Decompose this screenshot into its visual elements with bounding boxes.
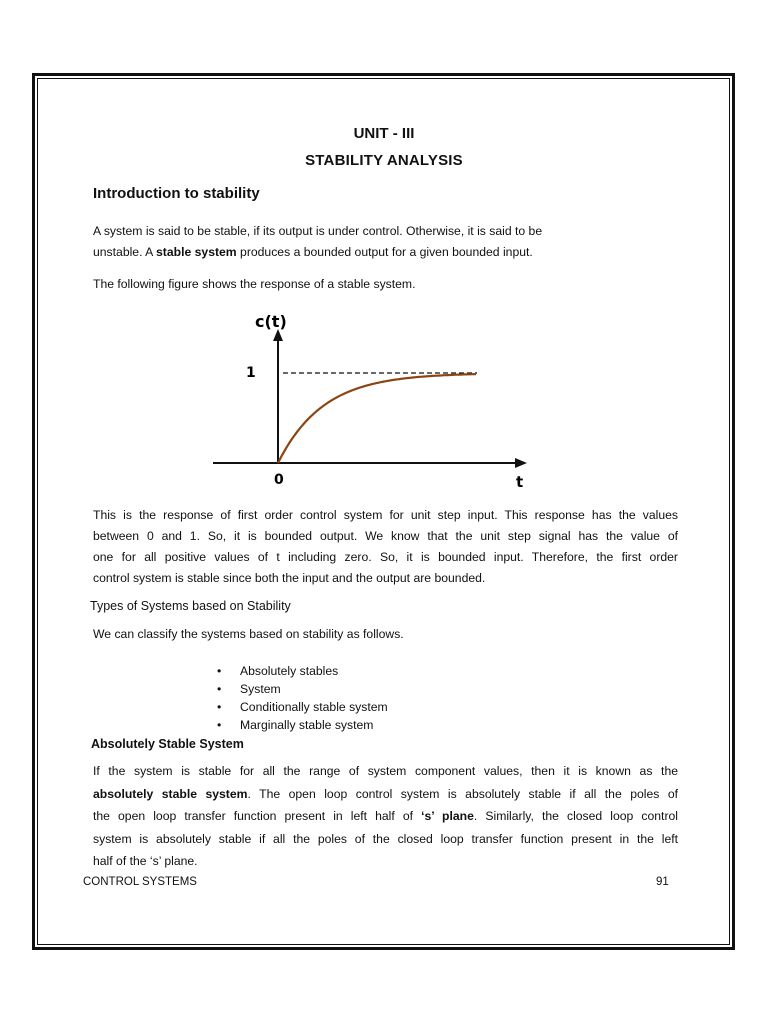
bullet-icon: • <box>217 664 222 678</box>
absolute-line-4: system is absolutely stable if all the poles of the closed loop transfer function present in the left <box>93 831 678 846</box>
response-paragraph <box>93 505 678 589</box>
intro-paragraph <box>93 221 678 263</box>
stable-response-figure <box>205 305 535 495</box>
y-axis-label: c(t) <box>255 312 287 331</box>
absolute-line-2: absolutely stable system. The open loop control system is absolutely stable if all the poles of <box>93 786 678 801</box>
figure-intro: The following figure shows the response of a stable system. <box>93 277 416 291</box>
absolute-paragraph <box>93 760 678 873</box>
page-title: STABILITY ANALYSIS <box>305 152 463 169</box>
origin-label: 0 <box>274 472 284 488</box>
intro-line-1: A system is said to be stable, if its output is under control. Otherwise, it is said to be <box>93 224 543 238</box>
absolute-line-3: the open loop transfer function present in left half of ‘s’ plane. Similarly, the closed loop control <box>93 809 678 823</box>
list-item: • System <box>217 682 281 696</box>
absolute-line-1: If the system is stable for all the range of system component values, then it is known as the <box>93 764 678 778</box>
stability-types-list <box>217 662 388 734</box>
stable-system-term: stable system <box>156 245 237 259</box>
response-line-2: between 0 and 1. So, it is bounded output. We know that the unit step signal has the value of <box>93 529 678 543</box>
response-line-4: control system is stable since both the input and the output are bounded. <box>93 571 486 585</box>
response-line-1: This is the response of first order control system for unit step input. This response has the values <box>93 508 678 522</box>
response-curve <box>278 374 476 463</box>
absolutely-stable-term: absolutely stable system <box>93 786 248 801</box>
footer-subject: CONTROL SYSTEMS <box>83 876 197 888</box>
y-tick-label: 1 <box>246 365 256 381</box>
list-item: • Absolutely stables <box>217 664 339 678</box>
page-number: 91 <box>656 876 669 888</box>
x-axis-arrow <box>515 458 527 468</box>
absolute-line-5: half of the ‘s’ plane. <box>93 854 198 868</box>
list-item: • Conditionally stable system <box>217 700 388 714</box>
unit-heading: UNIT - III <box>353 125 415 142</box>
intro-heading: Introduction to stability <box>93 185 260 202</box>
list-item: • Marginally stable system <box>217 718 374 732</box>
bullet-icon: • <box>217 700 222 714</box>
x-axis-label: t <box>516 473 524 491</box>
intro-line-2: unstable. A stable system produces a bounded output for a given bounded input. <box>93 245 533 259</box>
absolute-heading: Absolutely Stable System <box>91 737 244 751</box>
bullet-icon: • <box>217 718 222 732</box>
s-plane-term: ‘s’ plane <box>421 809 474 823</box>
response-line-3: one for all positive values of t including zero. So, it is bounded input. Therefore, the first order <box>93 550 678 564</box>
types-heading: Types of Systems based on Stability <box>90 599 291 613</box>
types-intro: We can classify the systems based on stability as follows. <box>93 627 404 641</box>
bullet-icon: • <box>217 682 222 696</box>
